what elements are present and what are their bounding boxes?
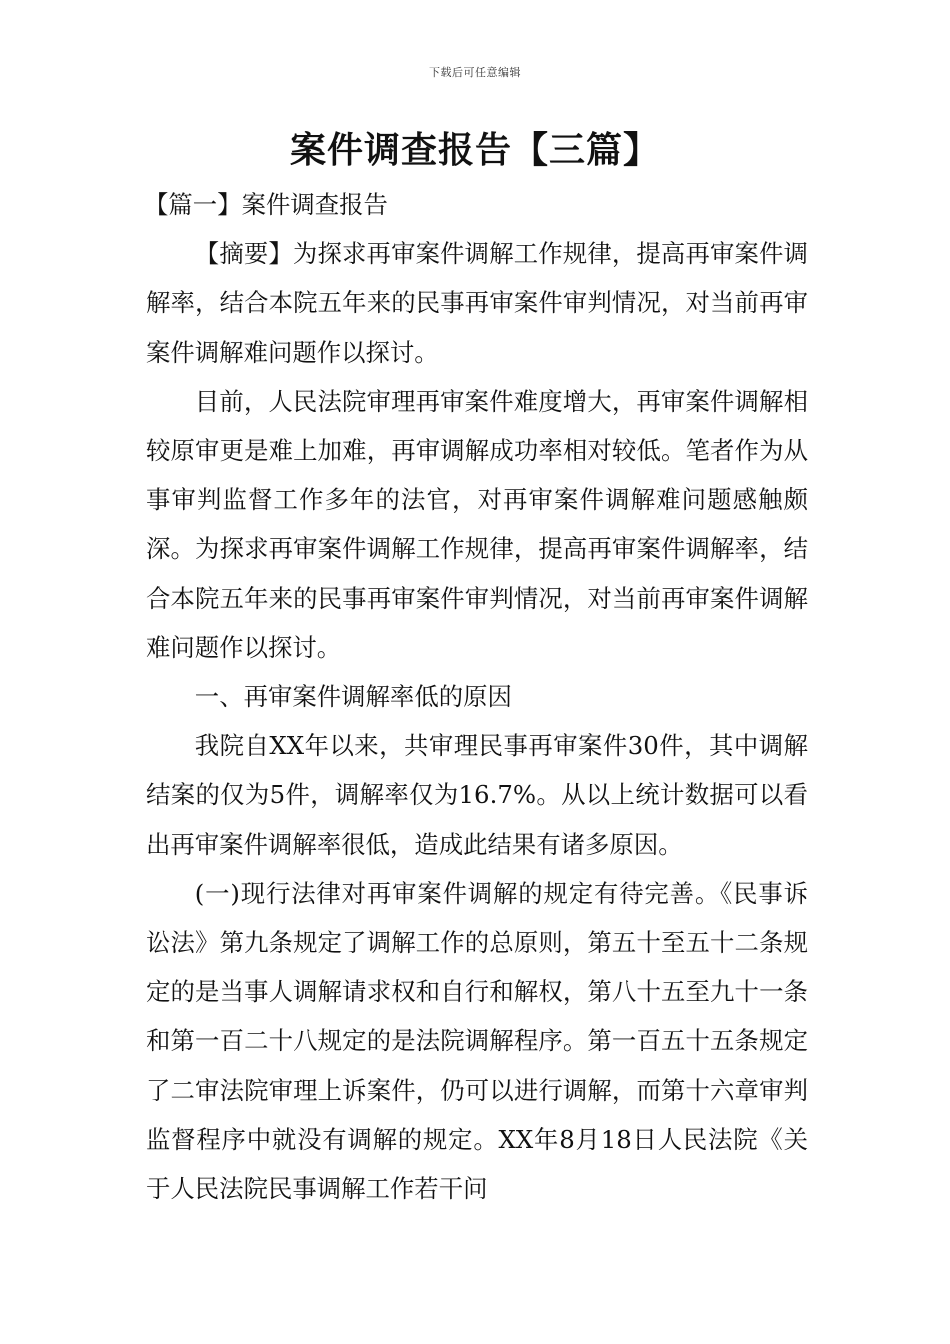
- abstract-paragraph: 【摘要】为探求再审案件调解工作规律，提高再审案件调解率，结合本院五年来的民事再审案件审判情况，对当前再审案件调解难问题作以探讨。: [146, 239, 808, 367]
- section-heading: 【篇一】案件调查报告: [144, 190, 388, 219]
- subsection-heading: 一、再审案件调解率低的原因: [194, 682, 512, 712]
- document-body: [146, 180, 808, 1213]
- header-note: 下载后可任意编辑: [429, 66, 521, 79]
- statistics-paragraph: 我院自XX年以来，共审理民事再审案件30件，其中调解结案的仅为5件，调解率仅为16.7%。从以上统计数据可以看出再审案件调解率很低，造成此结果有诸多原因。: [146, 731, 808, 859]
- law-paragraph: (一)现行法律对再审案件调解的规定有待完善。《民事诉讼法》第九条规定了调解工作的总原则，第五十至五十二条规定的是当事人调解请求权和自行和解权，第八十五至九十一条和第一百二十八规定的是法院调解程序。第一百五十五条规定了二审法院审理上诉案件，仍可以进行调解，而第十六章审判监督程序中就没有调解的规定。XX年8月18日人民法院《关于人民法院民事调解工作若干问: [146, 878, 808, 1204]
- document-title: 案件调查报告【三篇】: [289, 130, 660, 171]
- intro-paragraph: 目前，人民法院审理再审案件难度增大，再审案件调解相较原审更是难上加难，再审调解成功率相对较低。笔者作为从事审判监督工作多年的法官，对再审案件调解难问题感触颇深。为探求再审案件调解工作规律，提高再审案件调解率，结合本院五年来的民事再审案件审判情况，对当前再审案件调解难问题作以探讨。: [146, 386, 808, 662]
